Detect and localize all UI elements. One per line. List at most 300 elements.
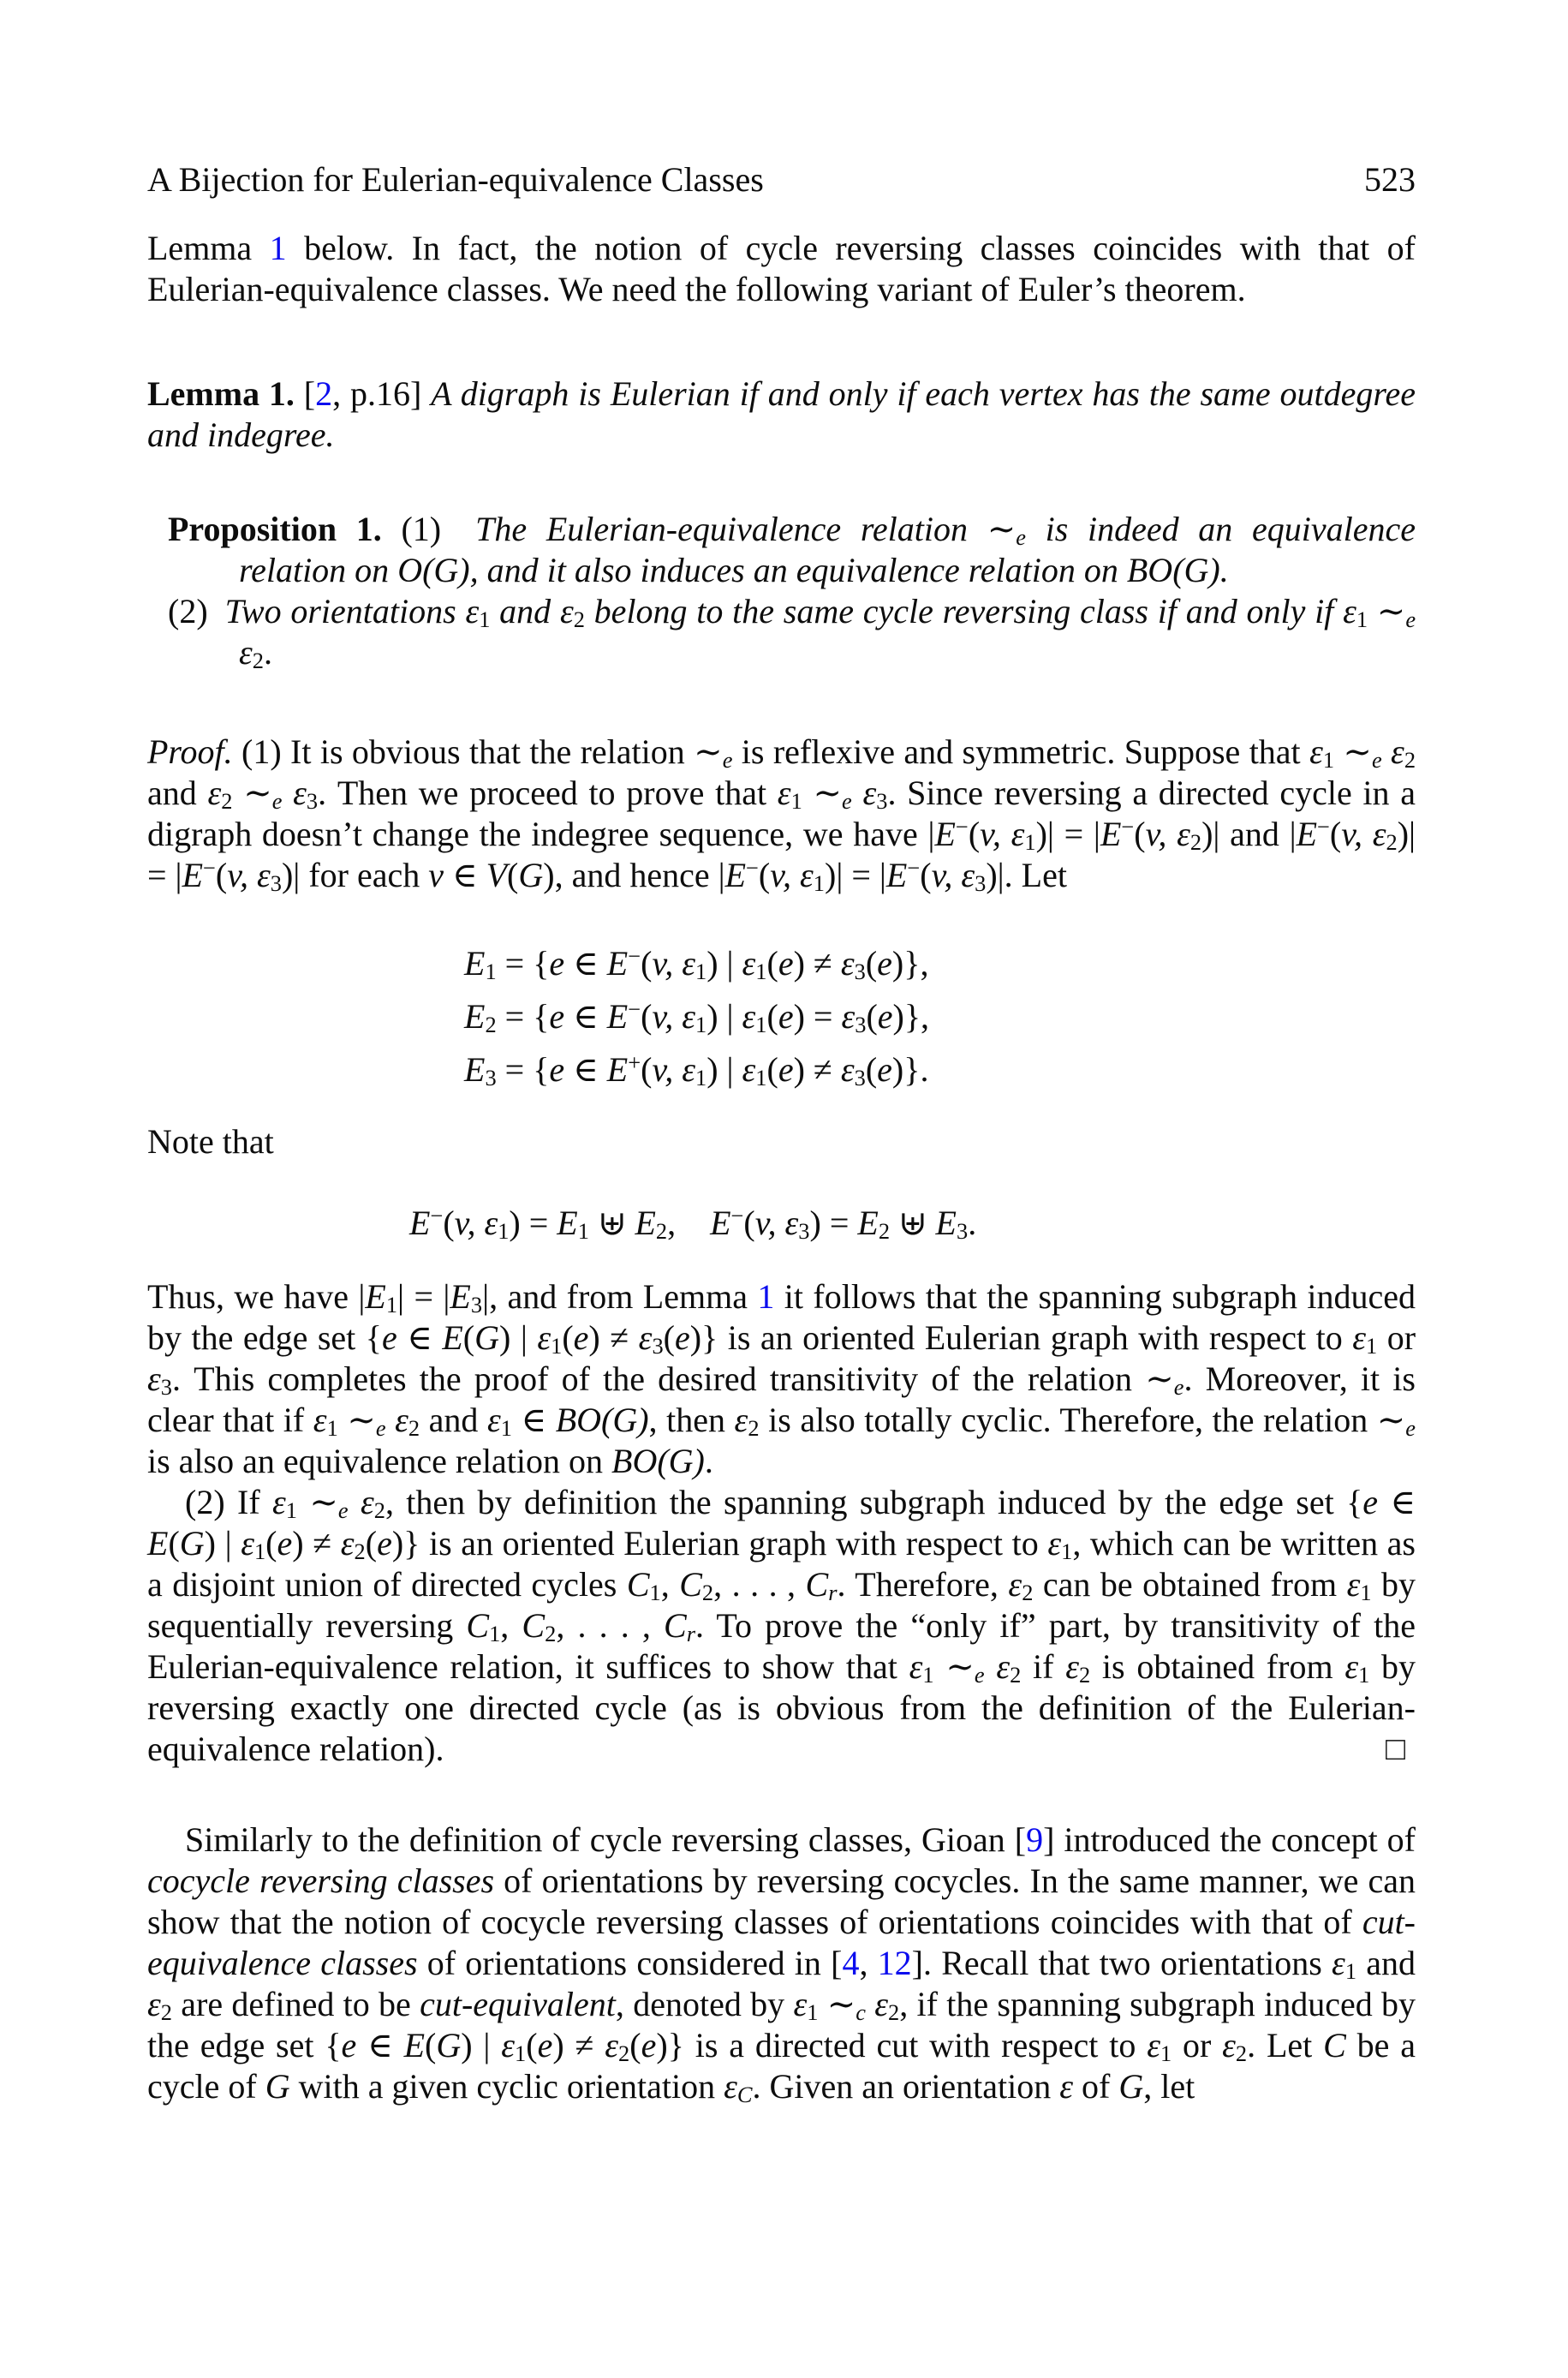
text-run: ∼ <box>1376 592 1406 630</box>
text-run: 2 <box>573 606 585 632</box>
citation-link[interactable]: 9 <box>1026 1820 1044 1859</box>
text-run: G <box>474 1318 500 1357</box>
text-run: G <box>179 1524 205 1562</box>
text-run: e <box>877 997 893 1036</box>
text-run: 2 <box>655 1217 668 1244</box>
text-run: is indeed an equivalence relation on <box>239 510 1416 589</box>
text-run: G <box>518 856 544 894</box>
text-run: e <box>537 2026 553 2064</box>
text-run: C <box>805 1565 829 1604</box>
text-run: ε <box>241 1524 254 1562</box>
text-run: 1 <box>253 1538 266 1564</box>
text-run: 3 <box>306 787 319 814</box>
text-run: cocycle reversing classes <box>147 1861 495 1900</box>
text-run: Similarly to the definition of cycle reversing classes, Gioan [ <box>185 1820 1027 1859</box>
text-run: 1 <box>695 1064 707 1090</box>
text-run: 3 <box>854 1064 866 1090</box>
text-run: r <box>686 1620 695 1646</box>
text-run: 1 <box>813 869 825 896</box>
text-run: ∼ <box>945 1647 975 1686</box>
text-run: ε <box>1047 1524 1062 1562</box>
text-run: E <box>606 1050 629 1089</box>
text-run: e <box>1405 606 1416 632</box>
text-run: ( <box>629 2026 641 2064</box>
text-run: v, ε <box>754 1204 799 1242</box>
text-run: ε <box>1222 2026 1236 2064</box>
text-run: , <box>660 1565 680 1604</box>
text-run: ( <box>866 997 878 1036</box>
text-run: C <box>664 1606 687 1645</box>
text-run: 1 <box>577 1217 589 1244</box>
text-run: E <box>606 997 629 1036</box>
text-run: [ <box>294 374 316 413</box>
text-run: , <box>667 1204 677 1242</box>
text-run: , <box>500 1606 522 1645</box>
text-run: e <box>842 787 852 814</box>
text-run: 1 <box>755 1064 767 1090</box>
text-run: and <box>420 1401 487 1439</box>
text-run: e <box>549 944 565 983</box>
text-run: 1 <box>1024 828 1036 855</box>
text-run: e <box>549 1050 565 1089</box>
text-run: 2 <box>485 1011 497 1037</box>
text-run: 1 <box>1366 1332 1378 1359</box>
text-run: ( <box>865 944 878 983</box>
text-run: )|. Let <box>986 856 1067 894</box>
text-run: v <box>428 856 444 894</box>
text-run: Lemma 1. <box>147 374 295 413</box>
text-run: e <box>271 787 283 814</box>
citation-link[interactable]: 12 <box>877 1944 912 1982</box>
para-similarly <box>147 1819 1416 2107</box>
text-run: cut-equivalence classes <box>147 1903 1416 1982</box>
text-column <box>147 0 1416 2107</box>
para-intro <box>147 228 1416 310</box>
text-run: ε <box>1343 592 1356 630</box>
text-run: ε <box>777 774 791 812</box>
text-run: ) = <box>509 1204 557 1242</box>
note-that <box>147 1121 1416 1162</box>
text-run: ( <box>865 1050 878 1089</box>
text-run: ( <box>663 1318 675 1357</box>
text-run: )}, <box>892 997 930 1036</box>
text-run: BO(G) <box>555 1401 649 1439</box>
text-run: e <box>375 1414 386 1441</box>
text-run: e <box>549 997 565 1036</box>
text-run: v, ε <box>770 856 814 894</box>
text-run: Note that <box>147 1122 274 1161</box>
text-run: e <box>1371 746 1382 773</box>
text-run: e <box>974 1661 985 1688</box>
text-run: 2 <box>545 1620 557 1646</box>
text-run: (1) <box>381 510 476 548</box>
text-run: , and it also induces an equivalence relation on <box>469 551 1127 589</box>
text-run: ) = <box>793 997 842 1036</box>
text-run: v, ε <box>227 856 271 894</box>
text-run: 1 <box>1360 1579 1372 1605</box>
text-run: ( <box>743 1204 755 1242</box>
text-run: ε <box>840 1050 855 1089</box>
text-run: ∈ <box>396 1318 443 1357</box>
text-run: ) ≠ <box>793 1050 841 1089</box>
text-run: ε <box>1147 2026 1160 2064</box>
text-run: ] introduced the concept of <box>1043 1820 1416 1859</box>
text-run: or <box>1377 1318 1416 1357</box>
text-run: ( <box>641 997 653 1036</box>
text-run: 1 <box>922 1661 934 1688</box>
text-run: are defined to be <box>171 1985 420 2023</box>
text-run: , denoted by <box>615 1985 794 2023</box>
text-run: ε <box>1059 2067 1074 2106</box>
text-run: and <box>1356 1944 1416 1982</box>
text-run: of <box>1073 2067 1119 2106</box>
text-run: Two orientations <box>224 592 466 630</box>
text-run: 1 <box>1160 2040 1172 2066</box>
text-run: )| and | <box>1201 815 1297 853</box>
text-run: − <box>746 854 759 881</box>
text-run: . <box>968 1204 977 1242</box>
text-run: and <box>490 592 560 630</box>
text-run: v, ε <box>931 856 975 894</box>
text-run: , . . . , <box>556 1606 665 1645</box>
text-run: ( <box>968 815 981 853</box>
display-union <box>409 1197 1416 1250</box>
text-run: ε <box>840 944 855 983</box>
text-run: , then by definition the spanning subgraph induced by the edge set { <box>385 1483 1363 1521</box>
text-run: 3 <box>652 1332 664 1359</box>
text-run <box>802 774 814 812</box>
text-run: )}. <box>891 1050 929 1089</box>
citation-link[interactable]: 2 <box>315 374 333 413</box>
proposition-1 <box>147 509 1416 673</box>
citation-link[interactable]: 1 <box>757 1277 775 1316</box>
text-run: 1 <box>649 1579 661 1605</box>
text-run: |, and from Lemma <box>482 1277 758 1316</box>
text-run: ∼ <box>694 732 723 771</box>
text-run: A digraph is Eulerian if and only if each vertex has the same outdegree and indegree. <box>147 374 1416 454</box>
text-run: E <box>450 1277 471 1316</box>
text-run: C <box>736 2081 753 2107</box>
proof <box>147 732 1416 896</box>
text-run <box>386 1401 396 1439</box>
text-run: e <box>877 944 892 983</box>
text-run: c <box>856 1999 866 2025</box>
text-run: ) | <box>499 1318 538 1357</box>
text-run: ε <box>1344 1647 1359 1686</box>
text-run <box>866 1985 874 2023</box>
text-run: ) ≠ <box>552 2026 605 2064</box>
text-run: 2 <box>221 787 233 814</box>
text-run: is also totally cyclic. Therefore, the relation <box>759 1401 1377 1439</box>
text-run: BO(G) <box>1126 551 1220 589</box>
text-run: ) ≠ <box>793 944 841 983</box>
text-run: of orientations by reversing cocycles. In the same manner, we can show that the notion of cocycle reversing classes of orientations coincides with that of <box>147 1861 1416 1941</box>
text-run: ( <box>766 1050 778 1089</box>
text-run: ⊎ <box>890 1204 936 1242</box>
text-run: 2 <box>1010 1661 1022 1688</box>
text-run: E <box>409 1204 431 1242</box>
text-run: 2 <box>1235 2040 1248 2066</box>
text-run: ) | <box>204 1524 241 1562</box>
text-run: ε <box>793 1985 808 2023</box>
text-run: − <box>203 854 216 881</box>
text-run: . Therefore, <box>837 1565 1009 1604</box>
text-run: 2 <box>1078 1661 1091 1688</box>
text-run: 2 <box>701 1579 714 1605</box>
text-run: E <box>635 1204 656 1242</box>
text-run: ε <box>147 1359 161 1398</box>
text-run: e <box>381 1318 397 1357</box>
text-run: The Eulerian-equivalence relation <box>475 510 987 548</box>
text-run: E <box>182 856 204 894</box>
text-run: C <box>522 1606 546 1645</box>
text-run: e <box>877 1050 892 1089</box>
text-run: e <box>377 1524 392 1562</box>
text-run: 1 <box>515 2040 527 2066</box>
text-run: 2 <box>1022 1579 1034 1605</box>
text-run: ( <box>641 1050 653 1089</box>
text-run: C <box>679 1565 702 1604</box>
text-run: 3 <box>160 1373 172 1400</box>
text-run: ) = <box>809 1204 858 1242</box>
text-run: can be obtained from <box>1033 1565 1347 1604</box>
text-run: e <box>277 1524 293 1562</box>
text-run <box>338 1401 348 1439</box>
text-run: ε <box>147 1985 161 2023</box>
para-thus <box>147 1276 1416 1482</box>
text-run: v, ε <box>454 1204 498 1242</box>
text-run: ∼ <box>1343 732 1372 771</box>
text-run: G <box>265 2067 290 2106</box>
text-run: e <box>341 2026 357 2064</box>
text-run: cut-equivalent <box>420 1985 616 2023</box>
text-run: (2) <box>168 592 225 630</box>
text-run: )}, <box>891 944 929 983</box>
text-run: v, ε <box>652 944 695 983</box>
text-run: by sequentially reversing <box>147 1565 1416 1645</box>
text-run: E <box>935 1204 957 1242</box>
text-run <box>232 774 243 812</box>
text-run: E <box>606 944 629 983</box>
text-run: ε <box>486 1401 501 1439</box>
text-run <box>1382 732 1391 771</box>
text-run: 1 <box>1344 1957 1357 1984</box>
text-run: ε <box>862 774 877 812</box>
text-run: ( <box>758 856 771 894</box>
text-run: − <box>430 1202 444 1228</box>
qed-box: □ <box>1386 1731 1405 1767</box>
text-run: ε <box>742 944 756 983</box>
text-run: ∼ <box>1376 1401 1406 1439</box>
text-run: 2 <box>888 1999 900 2025</box>
text-run: )| = | <box>1035 815 1100 853</box>
text-run: ( <box>168 1524 180 1562</box>
text-run: v, ε <box>652 1050 695 1089</box>
text-run: . <box>263 633 272 672</box>
text-run: e <box>573 1318 589 1357</box>
display-e-sets <box>464 937 1416 1096</box>
text-run: ( <box>920 856 932 894</box>
text-run: , p.16] <box>332 374 432 413</box>
content-area <box>147 228 1416 2107</box>
display-e-sets-line-2 <box>464 990 1416 1043</box>
text-run: E <box>710 1204 731 1242</box>
text-run: , which can be written as a disjoint union of directed cycles <box>147 1524 1416 1604</box>
text-run: )| = | <box>147 815 1416 894</box>
text-run: 1 <box>790 787 802 814</box>
text-run: ∈ <box>1378 1483 1416 1521</box>
text-run: e <box>1016 523 1026 550</box>
text-run: r <box>828 1579 838 1605</box>
text-run: C <box>626 1565 650 1604</box>
text-run: | = | <box>397 1277 450 1316</box>
text-run: ε <box>239 633 253 672</box>
text-run: ε <box>272 1483 286 1521</box>
text-run: ) | <box>706 944 742 983</box>
text-run: ) ≠ <box>588 1318 639 1357</box>
text-run: 2 <box>1404 746 1416 773</box>
text-run: by reversing exactly one directed cycle (as is obvious from the definition of the Eulerian-equivalence relation). <box>147 1647 1416 1768</box>
text-run: . <box>704 1442 713 1480</box>
text-run: − <box>1121 813 1135 839</box>
text-run: ε <box>742 997 756 1036</box>
text-run: ( <box>526 2026 538 2064</box>
citation-link[interactable]: 4 <box>842 1944 860 1982</box>
text-run: E <box>557 1204 578 1242</box>
text-run: e <box>1173 1373 1184 1400</box>
text-run: , then <box>648 1401 735 1439</box>
text-run: ε <box>996 1647 1011 1686</box>
text-run: below. In fact, the notion of cycle reversing classes coincides with that of Eulerian-equivalence classes. We need the following variant of Euler’s theorem. <box>147 229 1416 308</box>
text-run: ∼ <box>309 1483 338 1521</box>
citation-link[interactable]: 1 <box>269 229 287 267</box>
text-run: 1 <box>695 958 707 984</box>
text-run: − <box>955 813 969 839</box>
text-run: 2 <box>748 1414 760 1441</box>
text-run: 1 <box>1358 1661 1370 1688</box>
text-run: ) | <box>706 997 742 1036</box>
text-run: 2 <box>1386 828 1398 855</box>
text-run: . To prove the “only if” part, by transitivity of the Eulerian-equivalence relation, it suffices to show that <box>147 1606 1416 1686</box>
text-run: Proposition 1. <box>168 510 382 548</box>
text-run: 3 <box>956 1217 969 1244</box>
text-run: 1 <box>755 958 767 984</box>
text-run: 3 <box>854 958 866 984</box>
prop-item-2 <box>147 591 1416 673</box>
text-run: ∼ <box>987 510 1017 548</box>
text-run: ( <box>365 1524 378 1562</box>
header-title: A Bijection for Eulerian-equivalence Classes <box>147 160 764 199</box>
lemma-1 <box>147 373 1416 456</box>
text-run: ε <box>465 592 480 630</box>
text-run: ( <box>443 1204 455 1242</box>
text-run: ∈ <box>564 1050 607 1089</box>
text-run: ]. Recall that two orientations <box>911 1944 1333 1982</box>
text-run: and <box>147 774 208 812</box>
text-run: E <box>464 944 486 983</box>
text-run: , <box>859 1944 878 1982</box>
text-run: + <box>628 1049 641 1075</box>
text-run: ε <box>638 1318 653 1357</box>
text-run: ∼ <box>826 1985 856 2023</box>
text-run: 1 <box>385 1291 398 1317</box>
text-run: belong to the same cycle reversing class if and only if <box>584 592 1344 630</box>
text-run: ε <box>293 774 307 812</box>
text-run: ), and hence | <box>543 856 725 894</box>
text-run: , let <box>1143 2067 1195 2106</box>
text-run <box>852 774 863 812</box>
text-run: . Let <box>1247 2026 1324 2064</box>
text-run <box>1334 732 1343 771</box>
text-run: e <box>641 2026 657 2064</box>
text-run: ) | <box>706 1050 742 1089</box>
text-run: . Then we proceed to prove that <box>318 774 778 812</box>
text-run: ∼ <box>347 1401 376 1439</box>
text-run: )| = | <box>825 856 886 894</box>
text-run: Thus, we have | <box>147 1277 366 1316</box>
text-run: ε <box>559 592 574 630</box>
text-run: C <box>1323 2026 1346 2064</box>
text-run: − <box>730 1202 744 1228</box>
text-run: = { <box>496 1050 550 1089</box>
text-run: . <box>1219 551 1229 589</box>
text-run: ε <box>841 997 856 1036</box>
text-run: e <box>722 746 733 773</box>
text-run: − <box>628 942 641 969</box>
text-run: 2 <box>1189 828 1202 855</box>
text-run: ε <box>1332 1944 1345 1982</box>
text-run: ∼ <box>243 774 272 812</box>
text-run: v, ε <box>652 997 695 1036</box>
text-run: ( <box>766 944 778 983</box>
prop-item-1 <box>147 509 1416 591</box>
page-number: 523 <box>1364 160 1416 199</box>
text-run: ε <box>724 2067 737 2106</box>
display-e-sets-line-1 <box>464 937 1416 990</box>
text-run: ∈ <box>356 2026 404 2064</box>
text-run: ( <box>265 1524 277 1562</box>
text-run: G <box>436 2026 462 2064</box>
text-run: 3 <box>485 1064 497 1090</box>
text-run: e <box>778 944 794 983</box>
text-run: ) ≠ <box>292 1524 341 1562</box>
text-run: is obtained from <box>1090 1647 1345 1686</box>
text-run: ( <box>462 1318 475 1357</box>
text-run: ⊎ <box>588 1204 635 1242</box>
text-run: 3 <box>855 1011 867 1037</box>
text-run: 1 <box>479 606 491 632</box>
text-run: = { <box>496 944 550 983</box>
text-run: 1 <box>1356 606 1368 632</box>
text-run: 2 <box>354 1538 366 1564</box>
text-run: is also an equivalence relation on <box>147 1442 612 1480</box>
text-run: , . . . , <box>713 1565 806 1604</box>
text-run: 3 <box>975 869 987 896</box>
text-run <box>934 1647 946 1686</box>
text-run: ε <box>395 1401 408 1439</box>
text-run: V <box>486 856 508 894</box>
text-run: E <box>464 997 486 1036</box>
text-run: be a cycle of <box>147 2026 1416 2106</box>
text-run: 3 <box>876 787 888 814</box>
text-run: ∈ <box>443 856 486 894</box>
text-run: 1 <box>485 958 497 984</box>
text-run: 3 <box>470 1291 483 1317</box>
text-run: 2 <box>373 1497 385 1523</box>
text-run: )} is an oriented Eulerian graph with respect to <box>689 1318 1353 1357</box>
text-run: E <box>724 856 747 894</box>
text-run: E <box>464 1050 486 1089</box>
